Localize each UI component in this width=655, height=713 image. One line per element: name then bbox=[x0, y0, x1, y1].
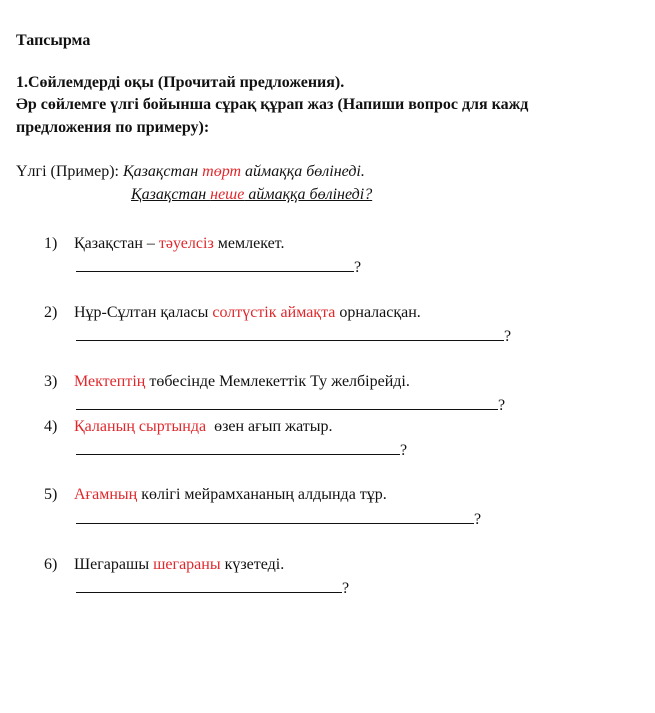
item-text-highlight: шегараны bbox=[153, 556, 221, 573]
exercise-item-2 bbox=[44, 304, 421, 322]
answer-line-1[interactable] bbox=[76, 257, 361, 277]
answer-line-5[interactable] bbox=[76, 509, 481, 529]
example-question bbox=[131, 186, 372, 204]
item-text-highlight: Мектептің bbox=[74, 373, 146, 390]
example-sentence bbox=[16, 163, 365, 181]
exercise-item-3 bbox=[44, 373, 410, 391]
question-mark: ? bbox=[400, 442, 408, 459]
item-text-pre: Нұр-Сұлтан қаласы bbox=[74, 304, 213, 321]
instruction-line-1: 1.Сөйлемдерді оқы (Прочитай предложения). bbox=[16, 74, 345, 91]
item-text-pre: Қазақстан – bbox=[74, 235, 159, 252]
item-text-highlight: Қаланың сыртында bbox=[74, 418, 207, 435]
instruction-line-3: предложения по примеру): bbox=[16, 119, 210, 136]
answer-blank[interactable] bbox=[76, 326, 504, 341]
answer-line-6[interactable] bbox=[76, 578, 349, 598]
answer-line-3[interactable] bbox=[76, 395, 505, 415]
item-text-post: төбесінде Мемлекеттік Ту желбірейді. bbox=[145, 373, 410, 390]
answer-line-4[interactable] bbox=[76, 440, 407, 460]
item-number: 6) bbox=[44, 556, 58, 573]
exercise-item-5 bbox=[44, 486, 387, 504]
item-text-post: мемлекет. bbox=[213, 235, 285, 252]
answer-blank[interactable] bbox=[76, 395, 498, 410]
exercise-item-4 bbox=[44, 418, 333, 436]
question-mark: ? bbox=[354, 259, 362, 276]
item-text-highlight: Ағамның bbox=[74, 486, 138, 503]
question-mark: ? bbox=[342, 580, 350, 597]
item-text-pre: Шегарашы bbox=[74, 556, 154, 573]
example-label: Үлгі (Пример): bbox=[16, 163, 123, 180]
exercise-item-1 bbox=[44, 235, 284, 253]
example-sentence-pre: Қазақстан bbox=[123, 163, 203, 180]
instruction-line-2: Әр сөйлемге үлгі бойынша сұрақ құрап жаз (Напиши вопрос для кажд bbox=[16, 96, 529, 113]
item-text-post: өзен ағып жатыр. bbox=[206, 418, 333, 435]
answer-blank[interactable] bbox=[76, 578, 342, 593]
answer-blank[interactable] bbox=[76, 257, 354, 272]
answer-blank[interactable] bbox=[76, 509, 474, 524]
item-text-post: орналасқан. bbox=[335, 304, 421, 321]
example-question-post: аймаққа бөлінеді? bbox=[244, 186, 373, 203]
item-number: 1) bbox=[44, 235, 58, 252]
item-number: 2) bbox=[44, 304, 58, 321]
question-mark: ? bbox=[474, 511, 482, 528]
item-number: 5) bbox=[44, 486, 58, 503]
item-text-post: күзетеді. bbox=[220, 556, 285, 573]
answer-line-2[interactable] bbox=[76, 326, 511, 346]
item-number: 3) bbox=[44, 373, 58, 390]
item-text-highlight: тәуелсіз bbox=[158, 235, 214, 252]
item-number: 4) bbox=[44, 418, 58, 435]
example-sentence-highlight: төрт bbox=[202, 163, 242, 180]
answer-blank[interactable] bbox=[76, 440, 400, 455]
item-text-post: көлігі мейрамхананың алдында тұр. bbox=[137, 486, 387, 503]
question-mark: ? bbox=[504, 328, 512, 345]
example-question-pre: Қазақстан bbox=[131, 186, 211, 203]
question-mark: ? bbox=[498, 397, 506, 414]
item-text-highlight: солтүстік аймақта bbox=[212, 304, 336, 321]
exercise-item-6 bbox=[44, 556, 284, 574]
example-question-highlight: неше bbox=[210, 186, 245, 203]
example-sentence-post: аймаққа бөлінеді. bbox=[241, 163, 365, 180]
worksheet-heading: Тапсырма bbox=[16, 32, 91, 49]
